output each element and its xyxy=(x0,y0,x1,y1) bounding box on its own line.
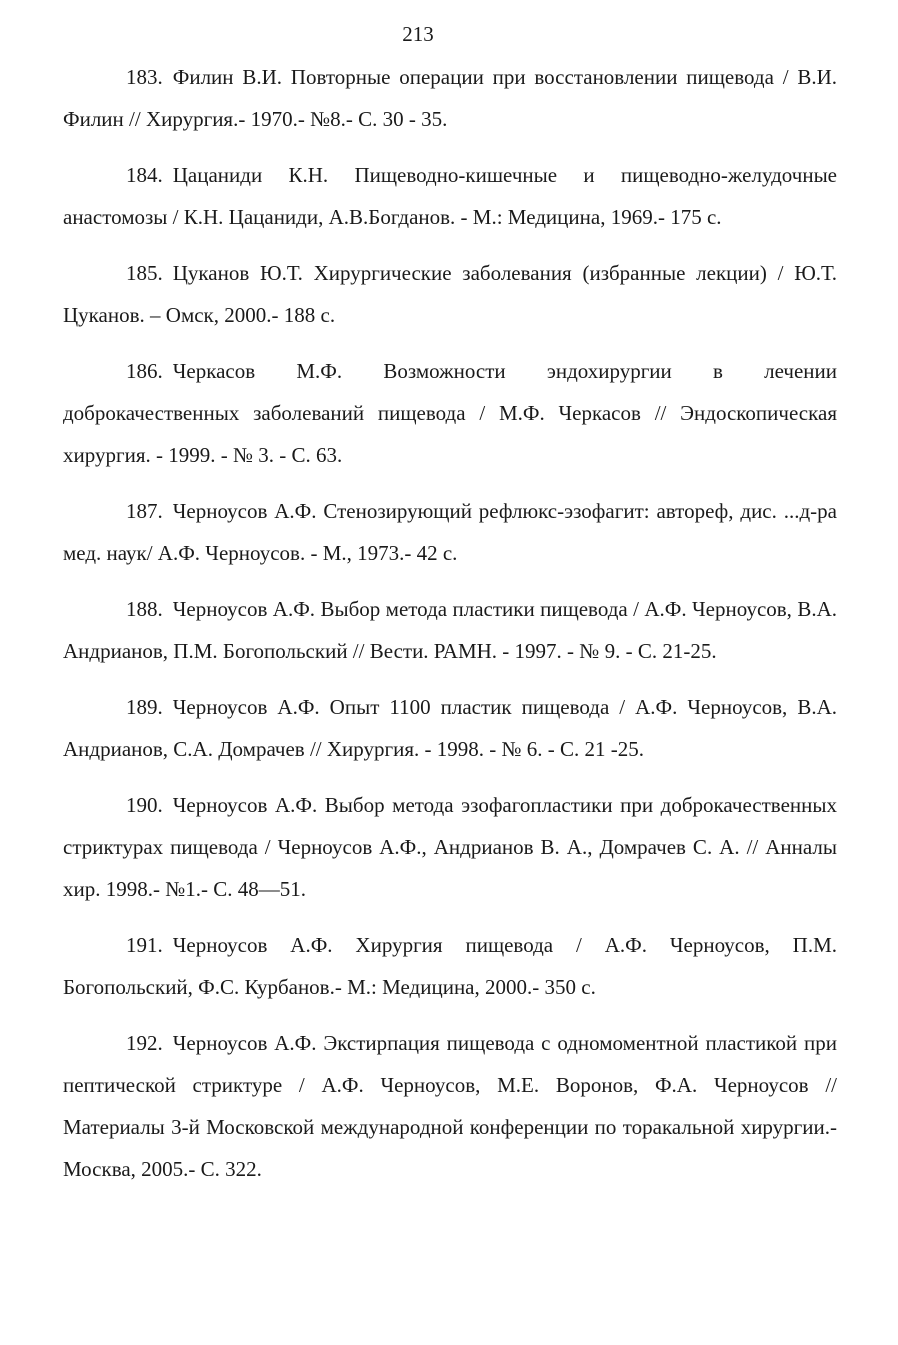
reference-number: 188. xyxy=(126,597,163,621)
reference-number: 186. xyxy=(126,359,163,383)
reference-item xyxy=(63,56,837,140)
reference-text: Черноусов А.Ф. Опыт 1100 пластик пищевода / А.Ф. Черноусов, В.А. Андрианов, С.А. Домрачев // Хирургия. - 1998. - № 6. - С. 21 -25. xyxy=(63,695,837,761)
reference-number: 183. xyxy=(126,65,163,89)
reference-item xyxy=(63,350,837,476)
reference-item xyxy=(63,154,837,238)
reference-number: 184. xyxy=(126,163,163,187)
reference-list xyxy=(63,56,837,1204)
page-number: 213 xyxy=(402,22,434,46)
reference-item xyxy=(63,1022,837,1190)
reference-item xyxy=(63,924,837,1008)
reference-text: Черноусов А.Ф. Выбор метода пластики пищевода / А.Ф. Черноусов, В.А. Андрианов, П.М. Богопольский // Вести. РАМН. - 1997. - № 9. - С. 21-25. xyxy=(63,597,837,663)
reference-item xyxy=(63,686,837,770)
reference-item xyxy=(63,784,837,910)
reference-text: Черноусов А.Ф. Экстирпация пищевода с одномоментной пластикой при пептической стриктуре / А.Ф. Черноусов, М.Е. Воронов, Ф.А. Черноусов // Материалы 3-й Московской международной конференции по торакальной хирургии.- Москва, 2005.- С. 322. xyxy=(63,1031,837,1181)
reference-text: Цуканов Ю.Т. Хирургические заболевания (избранные лекции) / Ю.Т. Цуканов. – Омск, 2000.- 188 с. xyxy=(63,261,837,327)
reference-number: 189. xyxy=(126,695,163,719)
reference-text: Черноусов А.Ф. Стенозирующий рефлюкс-эзофагит: автореф, дис. ...д-ра мед. наук/ А.Ф. Черноусов. - М., 1973.- 42 с. xyxy=(63,499,837,565)
reference-text: Черноусов А.Ф. Хирургия пищевода / А.Ф. Черноусов, П.М. Богопольский, Ф.С. Курбанов.- М.: Медицина, 2000.- 350 с. xyxy=(63,933,837,999)
reference-text: Филин В.И. Повторные операции при восстановлении пищевода / В.И. Филин // Хирургия.- 1970.- №8.- С. 30 - 35. xyxy=(63,65,837,131)
reference-text: Черкасов М.Ф. Возможности эндохирургии в лечении доброкачественных заболеваний пищевода / М.Ф. Черкасов // Эндоскопическая хирургия. - 1999. - № 3. - С. 63. xyxy=(63,359,837,467)
reference-number: 191. xyxy=(126,933,163,957)
reference-number: 190. xyxy=(126,793,163,817)
reference-text: Черноусов А.Ф. Выбор метода эзофагопластики при доброкачественных стриктурах пищевода / Черноусов А.Ф., Андрианов В. А., Домрачев С. А. // Анналы хир. 1998.- №1.- С. 48—51. xyxy=(63,793,837,901)
reference-text: Цацаниди К.Н. Пищеводно-кишечные и пищеводно-желудочные анастомозы / К.Н. Цацаниди, А.В.Богданов. - М.: Медицина, 1969.- 175 с. xyxy=(63,163,837,229)
reference-item xyxy=(63,490,837,574)
reference-item xyxy=(63,252,837,336)
reference-number: 185. xyxy=(126,261,163,285)
reference-number: 187. xyxy=(126,499,163,523)
reference-item xyxy=(63,588,837,672)
reference-number: 192. xyxy=(126,1031,163,1055)
